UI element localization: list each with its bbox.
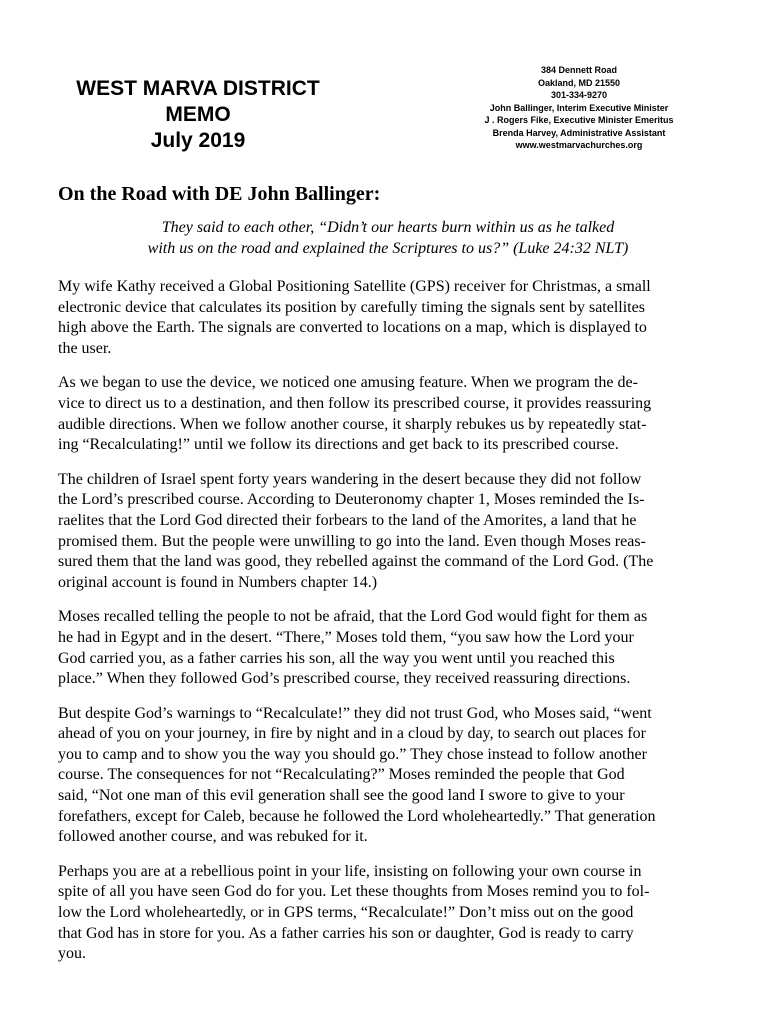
text-line: As we began to use the device, we noticed one amusing feature. When we program the de- [58, 374, 638, 392]
memo-title [58, 76, 338, 154]
text-line: Perhaps you are at a rebellious point in your life, insisting on following your own course in [58, 862, 642, 880]
website-link[interactable]: www.westmarvachurches.org [515, 140, 643, 150]
paragraph [58, 607, 728, 689]
text-line: that God has in store for you. As a father carries his son or daughter, God is ready to carry [58, 924, 634, 942]
interim-executive-minister: John Ballinger, Interim Executive Minister [489, 102, 669, 113]
text-line: the user. [58, 339, 112, 357]
contact-block [418, 64, 740, 152]
text-line: My wife Kathy received a Global Positioning Satellite (GPS) receiver for Christmas, a small [58, 278, 651, 295]
text-line: God carried you, as a father carries his son, all the way you went until you reached this [58, 649, 615, 667]
text-line: ing “Recalculating!” until we follow its directions and get back to its prescribed course. [58, 436, 619, 454]
street-address: 384 Dennett Road [540, 65, 618, 75]
text-line: he had in Egypt and in the desert. “There,” Moses told them, “you saw how the Lord your [58, 628, 634, 646]
paragraph [58, 862, 728, 965]
text-line: promised them. But the people were unwilling to go into the land. Even though Moses reas- [58, 532, 646, 550]
epigraph-line: with us on the road and explained the Scriptures to us?” (Luke 24:32 NLT) [147, 240, 629, 257]
paragraph [58, 470, 728, 594]
text-line: said, “Not one man of this evil generation shall see the good land I swore to give to your [58, 787, 625, 805]
text-line: raelites that the Lord God directed their forbears to the land of the Amorites, a land that he [58, 511, 637, 529]
paragraph [58, 704, 728, 848]
memo-title-district: WEST MARVA DISTRICT [76, 77, 320, 100]
article-body [58, 277, 728, 979]
text-line: vice to direct us to a destination, and then follow its prescribed course, it provides reassuring [58, 394, 652, 412]
scripture-epigraph [58, 217, 718, 259]
text-line: The children of Israel spent forty years wandering in the desert because they did not follow [58, 470, 642, 488]
phone-number: 301-334-9270 [550, 90, 608, 100]
administrative-assistant: Brenda Harvey, Administrative Assistant [492, 127, 666, 138]
paragraph [58, 277, 728, 359]
text-line: forefathers, except for Caleb, because he followed the Lord wholeheartedly.” That generation [58, 807, 656, 825]
text-line: Moses recalled telling the people to not be afraid, that the Lord God would fight for them as [58, 608, 648, 626]
text-line: the Lord’s prescribed course. According to Deuteronomy chapter 1, Moses reminded the Is- [58, 491, 645, 509]
text-line: But despite God’s warnings to “Recalculate!” they did not trust God, who Moses said, “went [58, 704, 652, 722]
executive-minister-emeritus: J . Rogers Fike, Executive Minister Emeritus [484, 115, 674, 125]
city-state-zip: Oakland, MD 21550 [537, 77, 621, 88]
text-line: place.” When they followed God’s prescribed course, they received reassuring directions. [58, 670, 631, 688]
text-line: course. The consequences for not “Recalculating?” Moses reminded the people that God [58, 766, 625, 784]
text-line: spite of all you have seen God do for you. Let these thoughts from Moses remind you to fol- [58, 883, 650, 901]
text-line: original account is found in Numbers chapter 14.) [58, 573, 378, 591]
epigraph-line: They said to each other, “Didn’t our hearts burn within us as he talked [161, 219, 615, 236]
text-line: ahead of you on your journey, in fire by night and in a cloud by day, to search out places for [58, 725, 646, 743]
memo-title-date: July 2019 [150, 129, 246, 152]
text-line: audible directions. When we follow another course, it sharply rebukes us by repeatedly stat- [58, 415, 647, 433]
text-line: low the Lord wholeheartedly, or in GPS terms, “Recalculate!” Don’t miss out on the good [58, 904, 634, 922]
text-line: followed another course, and was rebuked for it. [58, 828, 368, 846]
text-line: electronic device that calculates its position by carefully timing the signals sent by satellites [58, 298, 645, 316]
paragraph [58, 373, 728, 455]
text-line: you. [58, 945, 86, 963]
text-line: sured them that the land was good, they rebelled against the command of the Lord God. (The [58, 553, 654, 571]
text-line: high above the Earth. The signals are converted to locations on a map, which is displayed to [58, 319, 647, 337]
article-heading: On the Road with DE John Ballinger: [58, 183, 381, 205]
memo-title-memo: MEMO [165, 103, 231, 126]
text-line: you to camp and to show you the way you should go.” They chose instead to follow another [58, 745, 647, 763]
